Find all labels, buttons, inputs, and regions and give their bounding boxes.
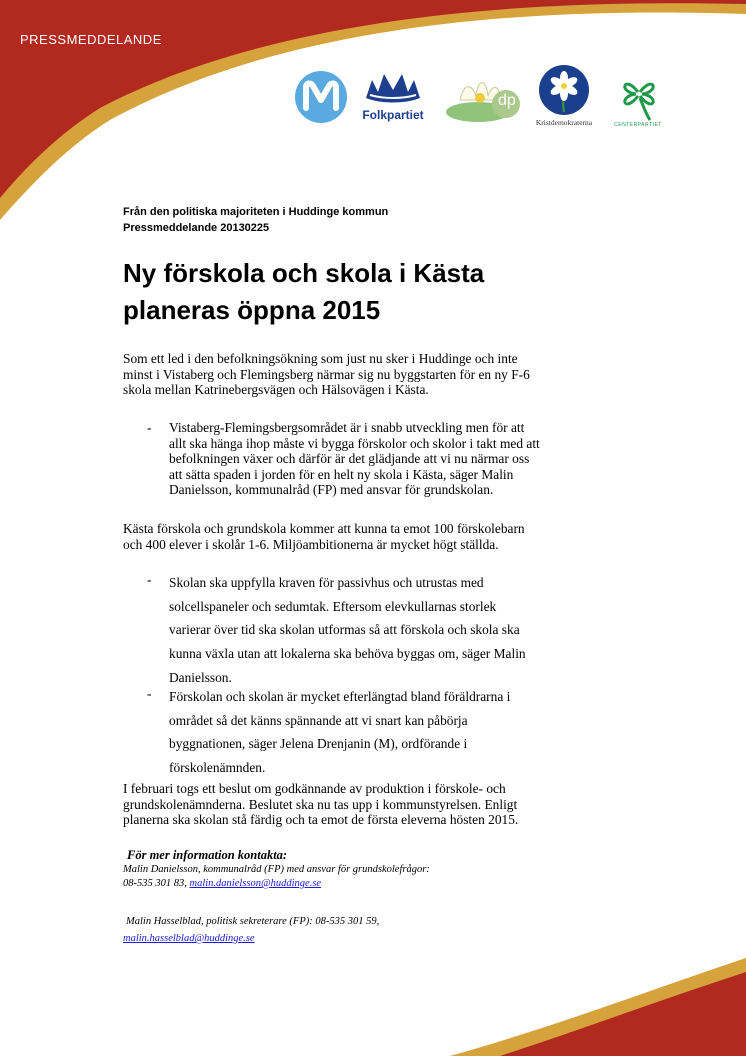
text-line: Danielsson, kommunalråd (FP) med ansvar för grundskolan. <box>169 482 494 498</box>
title-line-2: planeras öppna 2015 <box>123 295 381 325</box>
text-line: varierar över tid ska skolan utformas så att förskola och skola ska <box>169 622 520 638</box>
clover-icon <box>610 66 666 122</box>
text-line: Som ett led i den befolkningsökning som just nu sker i Huddinge och inte <box>123 351 518 366</box>
text-line: skola mellan Katrinebergsvägen och Hälsovägen i Kästa. <box>123 382 429 398</box>
text-line: Skolan ska uppfylla kraven för passivhus och utrustas med <box>169 575 484 590</box>
dp-label: dp <box>498 92 516 109</box>
text-line: förskolenämnden. <box>169 760 266 776</box>
text-line: minst i Vistaberg och Flemingsberg närmar sig nu byggstarten för en ny F-6 <box>123 366 530 382</box>
paragraph-2 <box>123 521 593 552</box>
contact-line-3: Malin Hasselblad, politisk sekreterare (FP): 08-535 301 59, <box>126 916 380 927</box>
contact-line-4 <box>123 931 379 947</box>
moderaterna-logo-icon <box>294 70 348 124</box>
text-line: Vistaberg-Flemingsbergsområdet är i snabb utveckling men för att <box>169 420 525 435</box>
text-line: planerna ska skolan stå färdig och ta emot de första eleverna hösten 2015. <box>123 812 519 828</box>
text-line: grundskolenämnderna. Beslutet ska nu tas upp i kommunstyrelsen. Enligt <box>123 796 518 812</box>
contact-phone-1: 08-535 301 83, <box>123 878 190 889</box>
text-line: Förskolan och skolan är mycket efterlängtad bland föräldrarna i <box>169 689 511 704</box>
contact-line-1: Malin Danielsson, kommunalråd (FP) med ansvar för grundskolefrågor: <box>123 864 430 875</box>
text-line: solcellspaneler och sedumtak. Eftersom elevkullarnas storlek <box>169 598 497 614</box>
text-line: byggnationen, säger Jelena Drenjanin (M), ordförande i <box>169 736 468 752</box>
text-line: befolkningen växer och därför är det glädjande att vi nu närmar oss <box>169 451 530 467</box>
bullet-dash: - <box>147 572 152 587</box>
press-release-label: PRESSMEDDELANDE <box>20 32 162 47</box>
title-line-1: Ny förskola och skola i Kästa <box>123 258 485 288</box>
anemone-flower-icon <box>538 64 590 116</box>
folkpartiet-label: Folkpartiet <box>362 108 424 122</box>
email-link-2[interactable]: malin.hasselblad@huddinge.se <box>123 933 255 944</box>
page-title <box>123 255 583 329</box>
kristdemokraterna-logo <box>532 64 596 140</box>
release-date: Pressmeddelande 20130225 <box>123 222 270 234</box>
text-line: I februari togs ett beslut om godkännande av produktion i förskole- och <box>123 781 506 796</box>
text-line: Danielsson. <box>169 669 232 685</box>
party-logos <box>290 62 670 137</box>
folkpartiet-logo <box>362 68 424 128</box>
paragraph-3 <box>123 781 593 828</box>
text-line: området så det känns spännande att vi snart kan påbörja <box>169 712 468 728</box>
release-source: Från den politiska majoriteten i Huddinge kommun <box>123 206 389 218</box>
quote-paragraph-2 <box>169 571 589 690</box>
folkpartiet-star-icon <box>362 68 424 108</box>
dp-logo <box>442 62 524 130</box>
quote-paragraph-3 <box>169 685 589 780</box>
text-line: Kästa förskola och grundskola kommer att kunna ta emot 100 förskolebarn <box>123 521 525 536</box>
email-link-1[interactable]: malin.danielsson@huddinge.se <box>189 878 322 889</box>
kristdemokraterna-label: Kristdemokraterna <box>535 118 593 127</box>
text-line: allt ska hänga ihop måste vi bygga förskolor och skolor i takt med att <box>169 435 540 451</box>
text-line: att sätta spaden i jorden för en helt ny skola i Kästa, säger Malin <box>169 466 514 482</box>
contact-heading: För mer information kontakta: <box>127 848 288 862</box>
contact-line-2 <box>123 877 430 891</box>
text-line: och 400 elever i skolår 1-6. Miljöambitionerna är mycket högt ställda. <box>123 536 499 552</box>
contact-block <box>123 848 430 891</box>
text-line: kunna växla utan att lokalerna ska behöva byggas om, säger Malin <box>169 646 526 662</box>
centerpartiet-label: CENTERPARTIET <box>614 122 662 128</box>
release-meta <box>123 204 388 236</box>
contact-block-2 <box>123 913 379 947</box>
bullet-dash: - <box>147 686 152 701</box>
bullet-dash: - <box>147 420 152 435</box>
quote-paragraph-1 <box>169 420 589 498</box>
centerpartiet-logo <box>608 66 668 134</box>
intro-paragraph <box>123 351 593 398</box>
